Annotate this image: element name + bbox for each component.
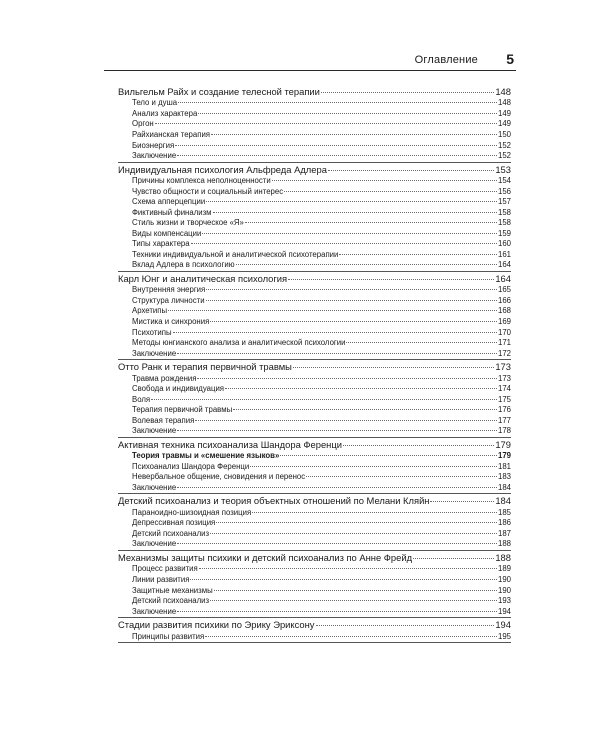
subsection-entry-title: Методы юнгианского анализа и аналитической психологии [132, 338, 346, 348]
subsection-entry-page: 156 [497, 186, 511, 196]
subsection-entry-page: 195 [497, 631, 511, 641]
dot-leader [214, 590, 497, 591]
subsection-entry[interactable] [118, 141, 511, 152]
chapter-entry-title: Стадии развития психики по Эрику Эриксону [118, 619, 315, 631]
dot-leader [216, 522, 497, 523]
subsection-entry-title: Заключение [132, 606, 177, 616]
chapter-entry[interactable] [118, 619, 511, 631]
subsection-entry[interactable] [118, 518, 511, 529]
dot-leader [213, 212, 497, 213]
subsection-entry[interactable] [118, 218, 511, 229]
dot-leader [272, 180, 497, 181]
dot-leader [151, 399, 497, 400]
subsection-entry-page: 187 [497, 528, 511, 538]
toc-section [118, 361, 511, 438]
chapter-entry-title: Индивидуальная психология Альфреда Адлера [118, 163, 327, 175]
subsection-entry[interactable] [118, 349, 511, 360]
subsection-entry-title: Психоанализ Шандора Ференци [132, 461, 250, 471]
dot-leader [210, 600, 497, 601]
chapter-entry-title: Вильгельм Райх и создание телесной терапии [118, 86, 320, 97]
subsection-entry[interactable] [118, 586, 511, 597]
dot-leader [280, 455, 497, 456]
subsection-entry-page: 149 [497, 108, 511, 118]
subsection-entry-title: Депрессивная позиция [132, 518, 216, 528]
subsection-entry[interactable] [118, 384, 511, 395]
subsection-entry-page: 179 [497, 451, 511, 461]
toc-section [118, 273, 511, 360]
subsection-entry-page: 190 [497, 574, 511, 584]
subsection-entry[interactable] [118, 374, 511, 385]
subsection-entry[interactable] [118, 208, 511, 219]
subsection-entry-page: 176 [497, 405, 511, 415]
dot-leader [206, 201, 497, 202]
chapter-entry[interactable] [118, 495, 511, 507]
subsection-entry-title: Мистика и синхрония [132, 317, 210, 327]
dot-leader [177, 487, 497, 488]
subsection-entry-title: Заключение [132, 482, 177, 492]
subsection-entry[interactable] [118, 98, 511, 109]
subsection-entry-title: Свобода и индивидуация [132, 384, 225, 394]
subsection-entry-title: Психотипы [132, 327, 172, 337]
chapter-entry-page: 173 [495, 361, 511, 373]
subsection-entry[interactable] [118, 405, 511, 416]
dot-leader [346, 342, 497, 343]
dot-leader [328, 170, 494, 171]
chapter-entry-title: Механизмы защиты психики и детский психоанализ по Анне Фрейд [118, 552, 413, 564]
subsection-entry-title: Архетипы [132, 306, 168, 316]
subsection-entry-title: Заключение [132, 426, 177, 436]
subsection-entry[interactable] [118, 239, 511, 250]
subsection-entry-page: 178 [497, 426, 511, 436]
dot-leader [252, 512, 497, 513]
subsection-entry-title: Чувство общности и социальный интерес [132, 186, 284, 196]
subsection-entry-page: 177 [497, 415, 511, 425]
subsection-entry-title: Структура личности [132, 295, 205, 305]
subsection-entry-title: Терапия первичной травмы [132, 405, 233, 415]
subsection-entry[interactable] [118, 317, 511, 328]
subsection-entry-page: 164 [497, 260, 511, 270]
dot-leader [288, 279, 494, 280]
table-of-contents [118, 86, 511, 644]
subsection-entry[interactable] [118, 109, 511, 120]
subsection-entry[interactable] [118, 176, 511, 187]
chapter-entry[interactable] [118, 439, 511, 451]
subsection-entry-page: 174 [497, 384, 511, 394]
subsection-entry-page: 154 [497, 176, 511, 186]
chapter-entry-page: 164 [495, 272, 511, 284]
dot-leader [168, 310, 497, 311]
subsection-entry[interactable] [118, 607, 511, 618]
dot-leader [191, 243, 497, 244]
subsection-entry[interactable] [118, 575, 511, 586]
subsection-entry-page: 184 [497, 482, 511, 492]
subsection-entry[interactable] [118, 451, 511, 462]
dot-leader [211, 134, 497, 135]
dot-leader [430, 501, 494, 502]
subsection-entry-title: Линии развития [132, 574, 190, 584]
subsection-entry[interactable] [118, 296, 511, 307]
dot-leader [210, 321, 497, 322]
dot-leader [206, 300, 497, 301]
subsection-entry-page: 149 [497, 119, 511, 129]
subsection-entry-page: 185 [497, 507, 511, 517]
dot-leader [155, 123, 497, 124]
subsection-entry[interactable] [118, 285, 511, 296]
chapter-entry-page: 179 [495, 438, 511, 450]
subsection-entry-page: 190 [497, 585, 511, 595]
dot-leader [233, 409, 497, 410]
subsection-entry-title: Райхианская терапия [132, 130, 211, 140]
chapter-entry-title: Активная техника психоанализа Шандора Ференци [118, 438, 342, 450]
chapter-entry-page: 188 [495, 552, 511, 564]
toc-section [118, 164, 511, 272]
dot-leader [177, 611, 497, 612]
subsection-entry-title: Заключение [132, 539, 177, 549]
subsection-entry-page: 152 [497, 140, 511, 150]
subsection-entry-page: 170 [497, 327, 511, 337]
subsection-entry-page: 152 [497, 151, 511, 161]
subsection-entry-title: Схема апперцепции [132, 197, 206, 207]
dot-leader [199, 568, 497, 569]
toc-section [118, 495, 511, 551]
dot-leader [206, 289, 497, 290]
chapter-entry-page: 184 [495, 495, 511, 507]
subsection-entry[interactable] [118, 426, 511, 437]
subsection-entry[interactable] [118, 306, 511, 317]
dot-leader [293, 367, 494, 368]
dot-leader [210, 533, 497, 534]
subsection-entry[interactable] [118, 260, 511, 271]
subsection-entry[interactable] [118, 229, 511, 240]
subsection-entry-page: 159 [497, 228, 511, 238]
subsection-entry-title: Оргон [132, 119, 154, 129]
dot-leader [177, 430, 497, 431]
toc-section [118, 86, 511, 163]
subsection-entry-page: 158 [497, 207, 511, 217]
subsection-entry-page: 188 [497, 539, 511, 549]
subsection-entry-title: Техники индивидуальной и аналитической психотерапии [132, 249, 339, 259]
subsection-entry-page: 171 [497, 338, 511, 348]
page-header [104, 52, 516, 70]
chapter-entry[interactable] [118, 361, 511, 373]
toc-section [118, 619, 511, 643]
subsection-entry[interactable] [118, 328, 511, 339]
subsection-entry[interactable] [118, 338, 511, 349]
subsection-entry-title: Процесс развития [132, 564, 198, 574]
subsection-entry-title: Заключение [132, 151, 177, 161]
subsection-entry-page: 172 [497, 348, 511, 358]
subsection-entry-title: Стиль жизни и творческое «Я» [132, 218, 244, 228]
page-number: 5 [506, 51, 514, 67]
subsection-entry[interactable] [118, 250, 511, 261]
dot-leader [284, 191, 497, 192]
subsection-entry-title: Типы характера [132, 239, 190, 249]
subsection-entry-title: Внутренняя энергия [132, 285, 206, 295]
subsection-entry-title: Тело и душа [132, 98, 178, 108]
dot-leader [205, 636, 497, 637]
subsection-entry-page: 168 [497, 306, 511, 316]
chapter-entry-title: Карл Юнг и аналитическая психология [118, 272, 288, 284]
subsection-entry[interactable] [118, 119, 511, 130]
subsection-entry-title: Защитные механизмы [132, 585, 213, 595]
subsection-entry-page: 169 [497, 317, 511, 327]
subsection-entry-title: Детский психоанализ [132, 596, 210, 606]
dot-leader [177, 543, 497, 544]
dot-leader [413, 558, 494, 559]
chapter-entry-page: 194 [495, 619, 511, 631]
subsection-entry[interactable] [118, 395, 511, 406]
subsection-entry-page: 173 [497, 373, 511, 383]
dot-leader [306, 476, 497, 477]
subsection-entry-title: Принципы развития [132, 631, 205, 641]
subsection-entry-title: Биоэнергия [132, 140, 175, 150]
dot-leader [321, 92, 494, 93]
subsection-entry-title: Невербальное общение, сновидения и перенос [132, 472, 306, 482]
subsection-entry-page: 160 [497, 239, 511, 249]
subsection-entry-title: Причины комплекса неполноценности [132, 176, 271, 186]
chapter-entry[interactable] [118, 164, 511, 176]
subsection-entry-title: Детский психоанализ [132, 528, 210, 538]
dot-leader [202, 233, 497, 234]
dot-leader [178, 102, 497, 103]
subsection-entry-title: Волевая терапия [132, 415, 195, 425]
subsection-entry[interactable] [118, 197, 511, 208]
subsection-entry[interactable] [118, 539, 511, 550]
dot-leader [195, 420, 497, 421]
subsection-entry-page: 175 [497, 394, 511, 404]
subsection-entry-page: 183 [497, 472, 511, 482]
subsection-entry[interactable] [118, 632, 511, 643]
subsection-entry[interactable] [118, 151, 511, 162]
chapter-entry[interactable] [118, 552, 511, 564]
dot-leader [225, 388, 497, 389]
subsection-entry[interactable] [118, 508, 511, 519]
subsection-entry-page: 148 [497, 98, 511, 108]
dot-leader [198, 113, 497, 114]
subsection-entry[interactable] [118, 596, 511, 607]
chapter-entry-title: Отто Ранк и терапия первичной травмы [118, 361, 292, 373]
subsection-entry-title: Виды компенсации [132, 228, 202, 238]
dot-leader [236, 264, 497, 265]
dot-leader [175, 145, 497, 146]
subsection-entry[interactable] [118, 462, 511, 473]
running-title: Оглавление [414, 54, 478, 66]
dot-leader [177, 353, 497, 354]
subsection-entry[interactable] [118, 187, 511, 198]
subsection-entry-title: Вклад Адлера в психологию [132, 260, 235, 270]
subsection-entry-title: Теория травмы и «смешение языков» [132, 451, 280, 461]
chapter-entry-page: 153 [495, 163, 511, 175]
subsection-entry-page: 158 [497, 218, 511, 228]
subsection-entry-page: 150 [497, 130, 511, 140]
header-rule [104, 70, 516, 71]
dot-leader [197, 378, 497, 379]
subsection-entry-title: Заключение [132, 348, 177, 358]
subsection-entry[interactable] [118, 529, 511, 540]
subsection-entry-page: 181 [497, 461, 511, 471]
dot-leader [173, 332, 497, 333]
subsection-entry-page: 157 [497, 197, 511, 207]
subsection-entry-page: 166 [497, 295, 511, 305]
dot-leader [250, 466, 497, 467]
subsection-entry[interactable] [118, 472, 511, 483]
chapter-entry[interactable] [118, 86, 511, 98]
dot-leader [177, 155, 497, 156]
dot-leader [190, 579, 497, 580]
dot-leader [343, 445, 494, 446]
toc-section [118, 439, 511, 495]
subsection-entry-title: Травма рождения [132, 373, 197, 383]
chapter-entry[interactable] [118, 273, 511, 285]
dot-leader [339, 254, 497, 255]
subsection-entry-title: Фиктивный финализм [132, 207, 212, 217]
subsection-entry[interactable] [118, 416, 511, 427]
toc-section [118, 552, 511, 618]
subsection-entry-page: 161 [497, 249, 511, 259]
chapter-entry-title: Детский психоанализ и теория объектных отношений по Мелани Кляйн [118, 495, 430, 507]
dot-leader [245, 222, 497, 223]
subsection-entry-page: 165 [497, 285, 511, 295]
subsection-entry-title: Параноидно-шизоидная позиция [132, 507, 252, 517]
subsection-entry[interactable] [118, 130, 511, 141]
subsection-entry-page: 193 [497, 596, 511, 606]
dot-leader [316, 625, 495, 626]
subsection-entry-page: 189 [497, 564, 511, 574]
subsection-entry[interactable] [118, 564, 511, 575]
subsection-entry-page: 186 [497, 518, 511, 528]
subsection-entry-title: Воля [132, 394, 151, 404]
subsection-entry[interactable] [118, 483, 511, 494]
chapter-entry-page: 148 [495, 86, 511, 97]
subsection-entry-title: Анализ характера [132, 108, 198, 118]
subsection-entry-page: 194 [497, 606, 511, 616]
